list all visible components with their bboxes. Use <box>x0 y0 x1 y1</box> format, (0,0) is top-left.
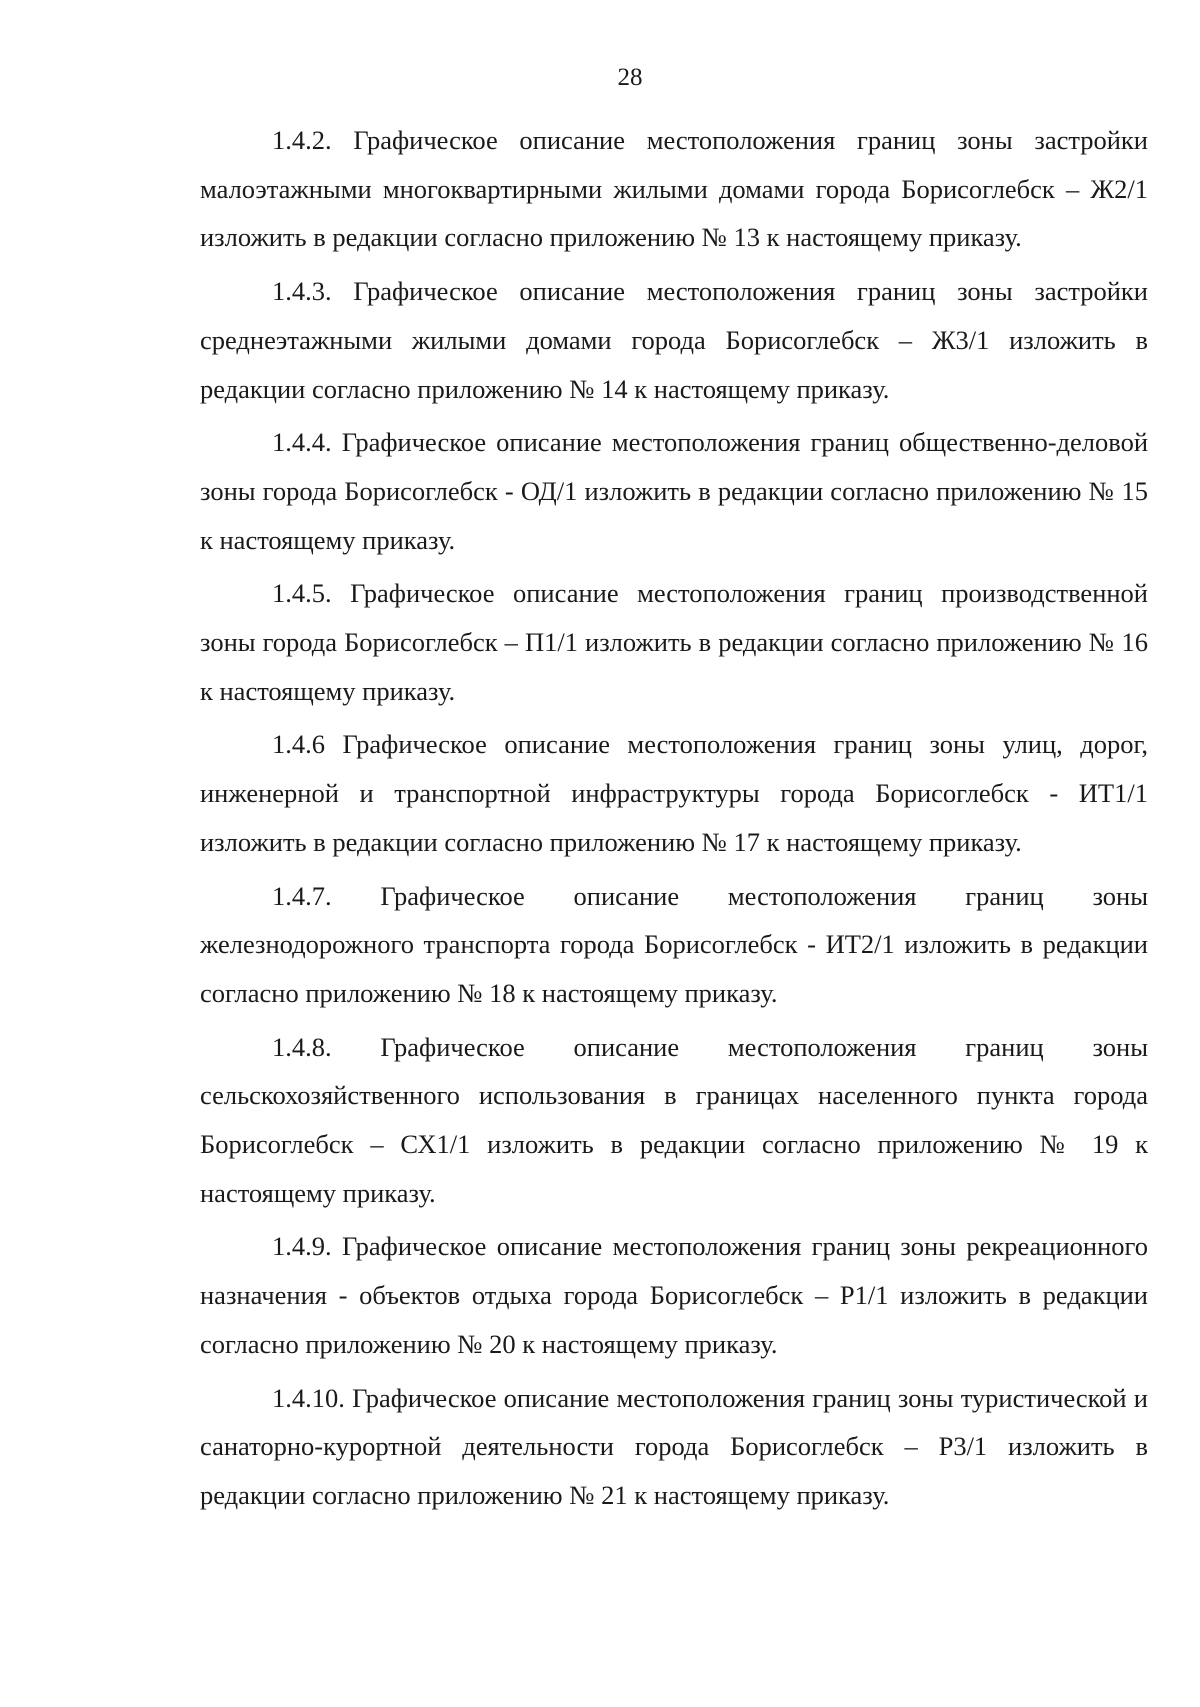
paragraph-1-4-6: 1.4.6 Графическое описание местоположения границ зоны улиц, дорог, инженерной и транспортной инфраструктуры города Борисоглебск - ИТ1/1 изложить в редакции согласно приложению № 17 к настоящему приказу. <box>200 729 1148 857</box>
paragraph-1-4-7: 1.4.7. Графическое описание местоположения границ зоны железнодорожного транспорта города Борисоглебск - ИТ2/1 изложить в редакции согласно приложению № 18 к настоящему приказу. <box>200 880 1148 1008</box>
document-body <box>200 116 1148 1520</box>
paragraph-1-4-3: 1.4.3. Графическое описание местоположения границ зоны застройки среднеэтажными жилыми домами города Борисоглебск – Ж3/1 изложить в редакции согласно приложению № 14 к настоящему приказу. <box>200 276 1148 404</box>
page-number: 28 <box>617 64 643 91</box>
paragraph-1-4-5: 1.4.5. Графическое описание местоположения границ производственной зоны города Борисоглебск – П1/1 изложить в редакции согласно приложению № 16 к настоящему приказу. <box>200 578 1148 706</box>
paragraph-1-4-10: 1.4.10. Графическое описание местоположения границ зоны туристической и санаторно-курортной деятельности города Борисоглебск – Р3/1 изложить в редакции согласно приложению № 21 к настоящему приказу. <box>200 1382 1148 1510</box>
paragraph-1-4-4: 1.4.4. Графическое описание местоположения границ общественно-деловой зоны города Борисоглебск - ОД/1 изложить в редакции согласно приложению № 15 к настоящему приказу. <box>200 427 1148 555</box>
paragraph-1-4-9: 1.4.9. Графическое описание местоположения границ зоны рекреационного назначения - объектов отдыха города Борисоглебск – Р1/1 изложить в редакции согласно приложению № 20 к настоящему приказу. <box>200 1231 1148 1359</box>
paragraph-1-4-8: 1.4.8. Графическое описание местоположения границ зоны сельскохозяйственного использования в границах населенного пункта города Борисоглебск – СХ1/1 изложить в редакции согласно приложению № 19 к настоящему приказу. <box>200 1031 1148 1208</box>
paragraph-1-4-2: 1.4.2. Графическое описание местоположения границ зоны застройки малоэтажными многоквартирными жилыми домами города Борисоглебск – Ж2/1 изложить в редакции согласно приложению № 13 к настоящему приказу. <box>200 125 1148 253</box>
